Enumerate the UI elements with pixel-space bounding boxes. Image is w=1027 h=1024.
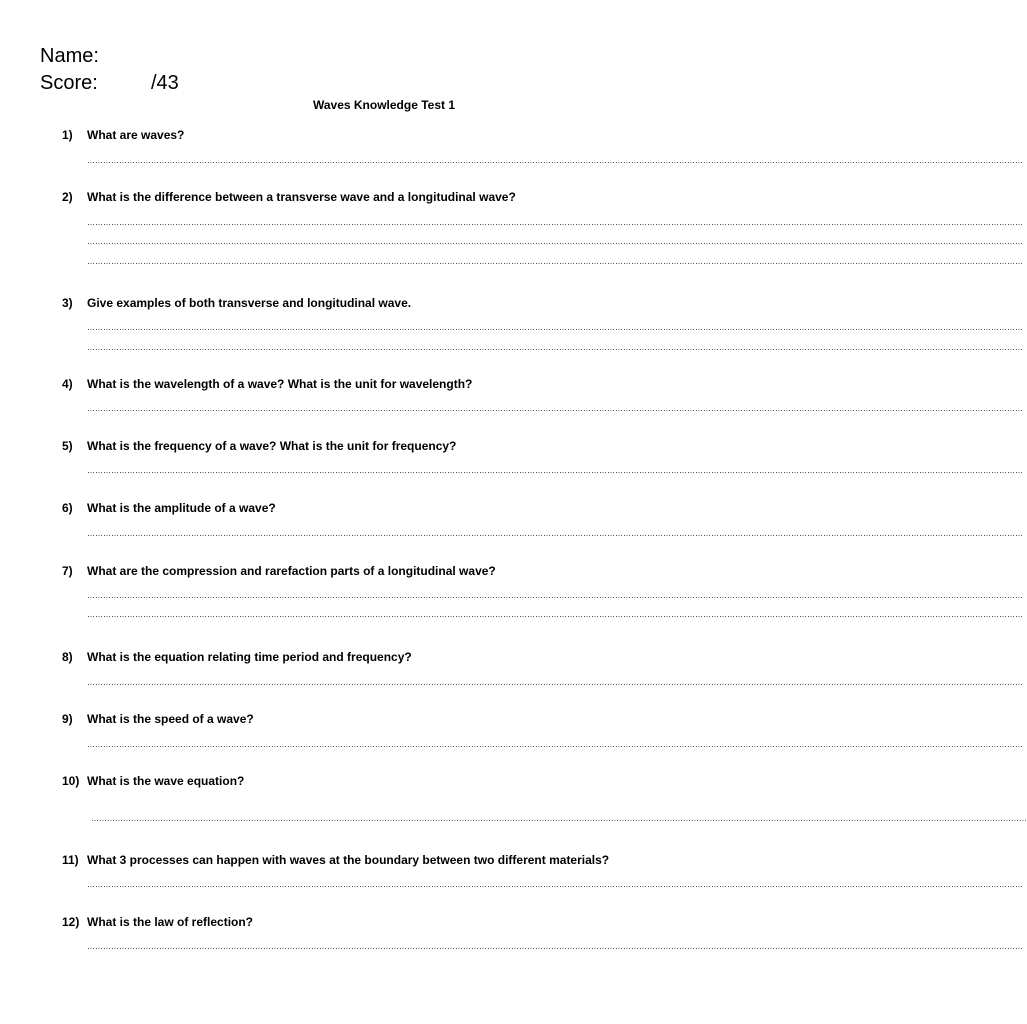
question-number: 8) <box>62 650 73 664</box>
question-text: What is the wavelength of a wave? What is the unit for wavelength? <box>87 377 473 391</box>
answer-line[interactable]: ……………………………………………………………………………………………………………………………………………………………………………………………………………………………………………………………………………………………………………………… <box>87 942 1023 951</box>
question-text: What is the equation relating time period and frequency? <box>87 650 412 664</box>
answer-line[interactable]: ……………………………………………………………………………………………………………………………………………………………………………………………………………………………………………………………………………………………………………………… <box>87 740 1023 749</box>
answer-line[interactable]: ……………………………………………………………………………………………………………………………………………………………………………………………………………………………………………………………………………………………………………………… <box>87 591 1023 600</box>
question-text: What is the amplitude of a wave? <box>87 501 276 515</box>
question-text: What is the speed of a wave? <box>87 712 254 726</box>
question-text: Give examples of both transverse and longitudinal wave. <box>87 296 412 310</box>
question-number: 10) <box>62 774 80 788</box>
name-label: Name: <box>40 45 99 67</box>
answer-line[interactable]: ……………………………………………………………………………………………………………………………………………………………………………………………………………………………………………………………………………………………………………………… <box>87 257 1023 266</box>
question-text: What 3 processes can happen with waves at the boundary between two different materials? <box>87 853 610 867</box>
answer-line[interactable]: ……………………………………………………………………………………………………………………………………………………………………………………………………………………………………………………………………………………………………………………… <box>91 814 1027 823</box>
answer-line[interactable]: ……………………………………………………………………………………………………………………………………………………………………………………………………………………………………………………………………………………………………………………… <box>87 323 1023 332</box>
answer-line[interactable]: ……………………………………………………………………………………………………………………………………………………………………………………………………………………………………………………………………………………………………………………… <box>87 678 1023 687</box>
answer-line[interactable]: ……………………………………………………………………………………………………………………………………………………………………………………………………………………………………………………………………………………………………………………… <box>87 880 1023 889</box>
answer-line[interactable]: ……………………………………………………………………………………………………………………………………………………………………………………………………………………………………………………………………………………………………………………… <box>87 343 1023 352</box>
question-text: What are waves? <box>87 128 185 142</box>
answer-line[interactable]: ……………………………………………………………………………………………………………………………………………………………………………………………………………………………………………………………………………………………………………………… <box>87 529 1023 538</box>
question-number: 2) <box>62 190 73 204</box>
answer-line[interactable]: ……………………………………………………………………………………………………………………………………………………………………………………………………………………………………………………………………………………………………………………… <box>87 218 1023 227</box>
page-title: Waves Knowledge Test 1 <box>312 98 456 112</box>
question-text: What are the compression and rarefaction parts of a longitudinal wave? <box>87 564 496 578</box>
question-number: 6) <box>62 501 73 515</box>
question-number: 1) <box>62 128 73 142</box>
question-number: 5) <box>62 439 73 453</box>
score-row <box>40 71 179 95</box>
question-text: What is the frequency of a wave? What is the unit for frequency? <box>87 439 457 453</box>
question-number: 7) <box>62 564 73 578</box>
score-total: /43 <box>151 72 179 94</box>
question-number: 3) <box>62 296 73 310</box>
question-number: 4) <box>62 377 73 391</box>
answer-line[interactable]: ……………………………………………………………………………………………………………………………………………………………………………………………………………………………………………………………………………………………………………………… <box>87 237 1023 246</box>
question-number: 9) <box>62 712 73 726</box>
answer-line[interactable]: ……………………………………………………………………………………………………………………………………………………………………………………………………………………………………………………………………………………………………………………… <box>87 156 1023 165</box>
question-text: What is the law of reflection? <box>87 915 254 929</box>
question-text: What is the wave equation? <box>87 774 245 788</box>
score-label: Score: <box>40 72 98 94</box>
answer-line[interactable]: ……………………………………………………………………………………………………………………………………………………………………………………………………………………………………………………………………………………………………………………… <box>87 404 1023 413</box>
answer-line[interactable]: ……………………………………………………………………………………………………………………………………………………………………………………………………………………………………………………………………………………………………………………… <box>87 610 1023 619</box>
question-number: 12) <box>62 915 80 929</box>
question-number: 11) <box>62 853 79 867</box>
question-text: What is the difference between a transverse wave and a longitudinal wave? <box>87 190 516 204</box>
answer-line[interactable]: ……………………………………………………………………………………………………………………………………………………………………………………………………………………………………………………………………………………………………………………… <box>87 466 1023 475</box>
